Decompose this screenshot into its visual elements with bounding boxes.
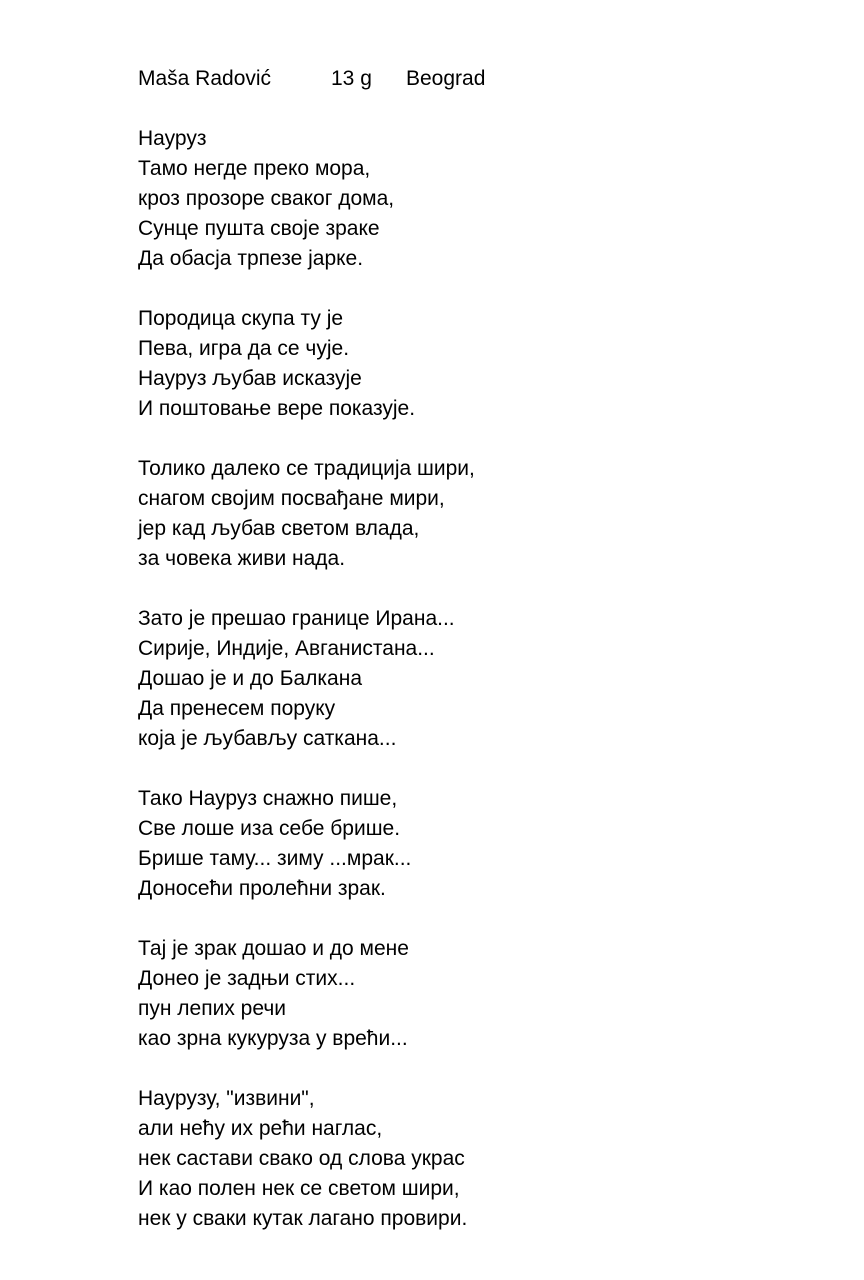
poem-line: Брише таму... зиму ...мрак... — [138, 847, 412, 870]
poem-line: Пева, игра да се чује. — [138, 337, 350, 360]
poem-line: Толико далеко се традиција шири, — [138, 457, 475, 480]
poem-line: Сирије, Индије, Авганистана... — [138, 637, 435, 660]
poem-line: Да пренесем поруку — [138, 697, 336, 720]
poem-line: И поштовање вере показује. — [138, 397, 416, 420]
poem-line: кроз прозоре сваког дома, — [138, 187, 395, 210]
poem-line: Да обасја трпезе јарке. — [138, 247, 364, 270]
poem-line: Породица скупа ту је — [138, 307, 344, 330]
poem-line: пун лепих речи — [138, 997, 287, 1020]
poem-line: нек у сваки кутак лагано провири. — [138, 1207, 468, 1230]
poem-line: Зато је прешао границе Ирана... — [138, 607, 455, 630]
stanza-break — [138, 424, 475, 454]
poem-line: Дошао је и до Балкана — [138, 667, 363, 690]
poem-title: Науруз — [138, 127, 207, 150]
stanza-break — [138, 574, 475, 604]
stanza-break — [138, 904, 475, 934]
stanza-break — [138, 1054, 475, 1084]
poem-line: Сунце пушта своје зраке — [138, 217, 380, 240]
poem-line: за човека живи нада. — [138, 547, 346, 570]
poem-line: али нећу их рећи наглас, — [138, 1117, 383, 1140]
poem-line: И као полен нек се светом шири, — [138, 1177, 460, 1200]
poem-line: Тај је зрак дошао и до мене — [138, 937, 409, 960]
poem-line: снагом својим посвађане мири, — [138, 487, 445, 510]
poem-line: Све лоше иза себе брише. — [138, 817, 401, 840]
poem-line: која је љубављу саткана... — [138, 727, 397, 750]
poem-line: нек састави свако од слова украс — [138, 1147, 465, 1170]
stanza-break — [138, 754, 475, 784]
poem-line: Тамо негде преко мора, — [138, 157, 371, 180]
poem-line: Науруз љубав исказује — [138, 367, 362, 390]
poem-line: Донео је задњи стих... — [138, 967, 356, 990]
poem-line: јер кад љубав светом влада, — [138, 517, 420, 540]
poem-line: као зрна кукуруза у врећи... — [138, 1027, 408, 1050]
poem-line: Наурузу, "извини", — [138, 1087, 315, 1110]
poem-line: Доносећи пролећни зрак. — [138, 877, 386, 900]
stanza-break — [138, 274, 475, 304]
author-age: 13 g — [331, 67, 372, 90]
author-city: Beograd — [406, 67, 486, 90]
poem — [138, 124, 475, 1234]
poem-line: Тако Науруз снажно пише, — [138, 787, 398, 810]
author-name: Maša Radović — [138, 67, 272, 90]
